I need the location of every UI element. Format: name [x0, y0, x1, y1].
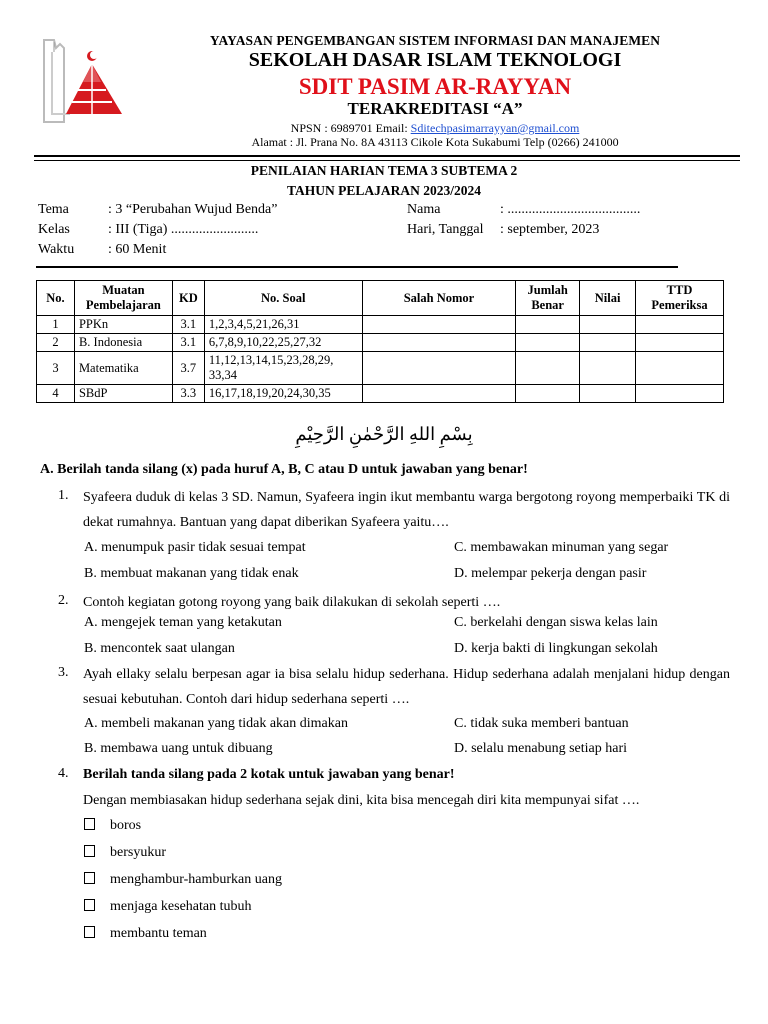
checkbox-label: membantu teman — [110, 926, 207, 941]
question-text: Contoh kegiatan gotong royong yang baik dilakukan di sekolah seperti …. — [83, 595, 501, 610]
basmalah: بِسْمِ اللهِ الرَّحْمٰنِ الرَّحِيْمِ — [295, 424, 473, 444]
option-d[interactable]: D. kerja bakti di lingkungan sekolah — [454, 641, 658, 656]
accreditation: TERAKREDITASI “A” — [347, 99, 523, 118]
option-c[interactable]: C. tidak suka memberi bantuan — [454, 716, 629, 731]
tema-label: Tema — [38, 202, 69, 217]
cell-no: 2 — [37, 334, 75, 352]
cell-ttd — [636, 385, 724, 403]
cell-soal: 1,2,3,4,5,21,26,31 — [204, 316, 362, 334]
cell-ttd — [636, 352, 724, 385]
kelas-label: Kelas — [38, 222, 70, 237]
checkbox-label: menghambur-hamburkan uang — [110, 872, 282, 887]
question-instruction: Berilah tanda silang pada 2 kotak untuk jawaban yang benar! — [83, 767, 455, 782]
col-header: TTD Pemeriksa — [636, 281, 724, 316]
info-divider — [36, 266, 678, 268]
col-header: Salah Nomor — [362, 281, 516, 316]
checkbox-icon[interactable] — [84, 845, 95, 857]
school-logo-icon — [38, 34, 126, 126]
cell-salah — [362, 352, 516, 385]
col-header: Muatan Pembelajaran — [74, 281, 172, 316]
table-row — [37, 316, 724, 334]
cell-nilai — [580, 316, 636, 334]
header-divider-thick — [34, 155, 740, 157]
cell-nilai — [580, 385, 636, 403]
question-number: 4. — [58, 766, 69, 781]
checkbox-item[interactable] — [84, 899, 252, 915]
nama-value: : ...................................... — [500, 202, 641, 217]
col-header: No. Soal — [204, 281, 362, 316]
table-row — [37, 334, 724, 352]
checkbox-item[interactable] — [84, 872, 282, 888]
hari-value: : september, 2023 — [500, 222, 600, 237]
hari-label: Hari, Tanggal — [407, 222, 484, 237]
address-line: Alamat : Jl. Prana No. 8A 43113 Cikole Kota Sukabumi Telp (0266) 241000 — [251, 135, 619, 149]
npsn-email-line — [170, 121, 700, 136]
col-header: Jumlah Benar — [516, 281, 580, 316]
npsn-text: NPSN : 6989701 Email: — [290, 121, 411, 135]
question-text: Dengan membiasakan hidup sederhana sejak dini, kita bisa mencegah diri kita mempunyai sifat …. — [83, 793, 640, 808]
cell-muatan: SBdP — [74, 385, 172, 403]
cell-kd: 3.1 — [172, 334, 204, 352]
checkbox-label: menjaga kesehatan tubuh — [110, 899, 252, 914]
checkbox-item[interactable] — [84, 926, 207, 942]
option-a[interactable]: A. mengejek teman yang ketakutan — [84, 615, 282, 630]
cell-kd: 3.1 — [172, 316, 204, 334]
tema-value: : 3 “Perubahan Wujud Benda” — [108, 202, 278, 217]
cell-no: 3 — [37, 352, 75, 385]
cell-muatan: Matematika — [74, 352, 172, 385]
col-header: Nilai — [580, 281, 636, 316]
cell-salah — [362, 385, 516, 403]
waktu-label: Waktu — [38, 242, 75, 257]
cell-soal: 11,12,13,14,15,23,28,29, 33,34 — [204, 352, 362, 385]
cell-kd: 3.3 — [172, 385, 204, 403]
question-text: Ayah ellaky selalu berpesan agar ia bisa selalu hidup sederhana. Hidup sederhana adalah menjalani hidup dengan sesuai kebutuhan. Contoh dari hidup sederhana seperti …. — [83, 667, 730, 707]
academic-year: TAHUN PELAJARAN 2023/2024 — [286, 183, 481, 198]
question-number: 1. — [58, 488, 69, 503]
checkbox-icon[interactable] — [84, 926, 95, 938]
option-b[interactable]: B. membuat makanan yang tidak enak — [84, 566, 299, 581]
cell-muatan: PPKn — [74, 316, 172, 334]
table-row — [37, 352, 724, 385]
cell-nilai — [580, 334, 636, 352]
question-text: Syafeera duduk di kelas 3 SD. Namun, Syafeera ingin ikut membantu warga bergotong royong memperbaiki TK di dekat rumahnya. Bantuan yang dapat diberikan Syafeera yaitu…. — [83, 490, 730, 530]
option-d[interactable]: D. melempar pekerja dengan pasir — [454, 566, 647, 581]
header-divider-thin — [34, 160, 740, 161]
cell-salah — [362, 334, 516, 352]
cell-muatan: B. Indonesia — [74, 334, 172, 352]
cell-jumlah — [516, 352, 580, 385]
cell-ttd — [636, 316, 724, 334]
cell-nilai — [580, 352, 636, 385]
email-link[interactable]: Sditechpasimarrayyan@gmail.com — [410, 121, 580, 135]
section-a-instruction: A. Berilah tanda silang (x) pada huruf A, B, C atau D untuk jawaban yang benar! — [40, 462, 528, 477]
waktu-value: : 60 Menit — [108, 242, 167, 257]
cell-no: 4 — [37, 385, 75, 403]
col-header: KD — [172, 281, 204, 316]
checkbox-item[interactable] — [84, 818, 141, 834]
exam-title: PENILAIAN HARIAN TEMA 3 SUBTEMA 2 — [250, 163, 518, 178]
option-d[interactable]: D. selalu menabung setiap hari — [454, 741, 628, 756]
checkbox-label: bersyukur — [110, 845, 166, 860]
school-name: SDIT PASIM AR-RAYYAN — [298, 74, 572, 99]
cell-soal: 6,7,8,9,10,22,25,27,32 — [204, 334, 362, 352]
school-type: SEKOLAH DASAR ISLAM TEKNOLOGI — [248, 49, 622, 71]
table-header-row — [37, 281, 724, 316]
checkbox-icon[interactable] — [84, 899, 95, 911]
question-number: 2. — [58, 593, 69, 608]
cell-jumlah — [516, 316, 580, 334]
checkbox-label: boros — [110, 818, 142, 833]
cell-kd: 3.7 — [172, 352, 204, 385]
option-a[interactable]: A. membeli makanan yang tidak akan dimakan — [84, 716, 348, 731]
checkbox-icon[interactable] — [84, 872, 95, 884]
option-b[interactable]: B. mencontek saat ulangan — [84, 641, 235, 656]
cell-ttd — [636, 334, 724, 352]
nama-label: Nama — [407, 202, 441, 217]
cell-jumlah — [516, 334, 580, 352]
kelas-value: : III (Tiga) ......................... — [108, 222, 259, 237]
checkbox-item[interactable] — [84, 845, 166, 861]
option-b[interactable]: B. membawa uang untuk dibuang — [84, 741, 273, 756]
col-header: No. — [37, 281, 75, 316]
question-number: 3. — [58, 665, 69, 680]
foundation-name: YAYASAN PENGEMBANGAN SISTEM INFORMASI DAN MANAJEMEN — [209, 33, 661, 48]
option-c[interactable]: C. membawakan minuman yang segar — [454, 540, 669, 555]
cell-soal: 16,17,18,19,20,24,30,35 — [204, 385, 362, 403]
option-a[interactable]: A. menumpuk pasir tidak sesuai tempat — [84, 540, 306, 555]
checkbox-icon[interactable] — [84, 818, 95, 830]
cell-jumlah — [516, 385, 580, 403]
score-table — [36, 280, 724, 403]
table-row — [37, 385, 724, 403]
cell-salah — [362, 316, 516, 334]
option-c[interactable]: C. berkelahi dengan siswa kelas lain — [454, 615, 658, 630]
cell-no: 1 — [37, 316, 75, 334]
